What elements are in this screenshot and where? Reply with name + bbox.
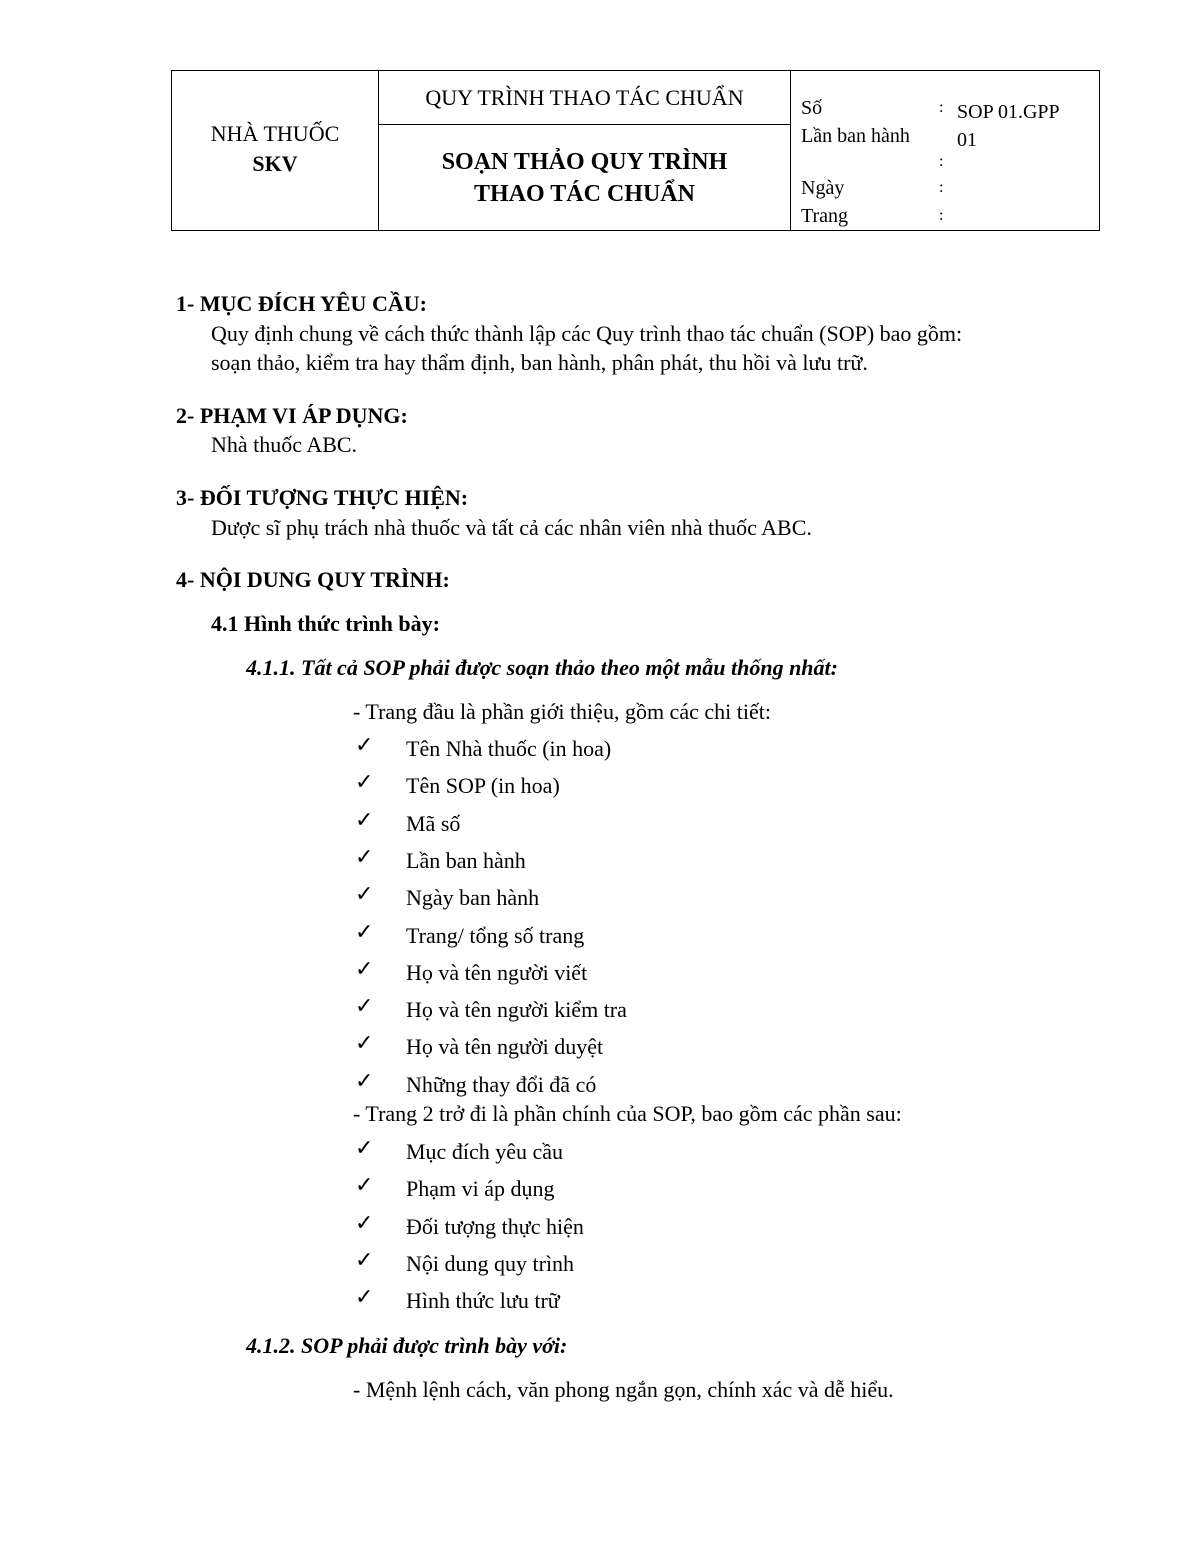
checkmark-icon: ✓ [355,806,374,832]
list-item: Mục đích yêu cầu [406,1139,563,1164]
list-item: Phạm vi áp dụng [406,1176,555,1202]
pharmacy-name-line2: SKV [252,151,298,176]
checkmark-icon: ✓ [355,918,374,944]
checkmark-icon: ✓ [355,955,374,981]
section-3-heading: 3- ĐỐI TƯỢNG THỰC HIỆN: [176,485,469,510]
meta-label-trang: Trang [801,205,849,227]
section-4-heading: 4- NỘI DUNG QUY TRÌNH: [176,567,450,592]
section-4-1-2-heading: 4.1.2. SOP phải được trình bày với: [246,1333,568,1358]
meta-label-lan-ban-hanh: Lần ban hành [801,125,910,147]
list-item: Mã số [406,810,461,836]
doc-title-line1: SOẠN THẢO QUY TRÌNH [441,149,728,175]
checkmark-icon: ✓ [355,1172,374,1198]
list-item: Nội dung quy trình [406,1250,575,1276]
list-item: Ngày ban hành [406,885,540,911]
checkmark-icon: ✓ [355,1067,374,1093]
section-1-heading: 1- MỤC ĐÍCH YÊU CẦU: [176,291,427,316]
list-item: Đối tượng thực hiện [406,1213,584,1239]
meta-colon: : [939,207,944,224]
list-item: Tên SOP (in hoa) [406,773,560,799]
meta-label-ngay: Ngày [801,177,845,199]
pharmacy-cell [172,71,379,230]
checkmark-icon: ✓ [355,843,374,869]
meta-colon: : [939,99,944,116]
checkmark-icon: ✓ [355,993,374,1019]
checkmark-icon: ✓ [355,769,374,795]
section-1-text-line1: Quy định chung về cách thức thành lập các Quy trình thao tác chuẩn (SOP) bao gồm: [211,321,963,346]
list-item: Tên Nhà thuốc (in hoa) [406,736,612,761]
list-item: Họ và tên người kiểm tra [406,997,627,1023]
list-item: Họ và tên người duyệt [406,1034,604,1060]
checkmark-icon: ✓ [355,1030,374,1056]
list-item: Họ và tên người viết [406,959,588,985]
checkmark-icon: ✓ [355,1135,374,1160]
list-item: Hình thức lưu trữ [406,1288,560,1314]
document-header-table [171,70,1100,231]
doc-title-line2: THAO TÁC CHUẨN [474,181,695,207]
checkmark-icon: ✓ [355,1246,374,1272]
meta-cell [791,71,1099,230]
checkmark-icon: ✓ [355,881,374,907]
section-2-heading: 2- PHẠM VI ÁP DỤNG: [176,403,408,428]
checkmark-icon: ✓ [355,1284,374,1310]
checkmark-icon: ✓ [355,732,374,757]
section-2-text: Nhà thuốc ABC. [211,432,358,457]
meta-label-so: Số [801,97,823,119]
title-cell [379,71,791,230]
list-item: Những thay đổi đã có [406,1071,597,1097]
meta-value-lan-ban-hanh: 01 [957,129,977,151]
doc-type-label: QUY TRÌNH THAO TÁC CHUẨN [379,71,790,125]
list-item: Lần ban hành [406,847,526,873]
meta-colon: : [939,153,944,170]
pharmacy-name-line1: NHÀ THUỐC [210,121,340,146]
list-item: Trang/ tổng số trang [406,922,585,948]
intro-main-part: - Trang 2 trở đi là phần chính của SOP, bao gồm các phần sau: [353,1101,902,1126]
intro-first-page: - Trang đầu là phần giới thiệu, gồm các chi tiết: [353,699,771,724]
presentation-rule: - Mệnh lệnh cách, văn phong ngắn gọn, chính xác và dễ hiểu. [353,1377,894,1402]
section-1-text-line2: soạn thảo, kiểm tra hay thẩm định, ban hành, phân phát, thu hồi và lưu trữ. [211,350,868,375]
section-3-text: Dược sĩ phụ trách nhà thuốc và tất cả các nhân viên nhà thuốc ABC. [211,515,812,540]
meta-colon: : [939,179,944,196]
checkmark-icon: ✓ [355,1209,374,1235]
section-4-1-heading: 4.1 Hình thức trình bày: [211,611,440,636]
section-4-1-1-heading: 4.1.1. Tất cả SOP phải được soạn thảo theo một mẫu thống nhất: [246,655,838,680]
meta-value-so: SOP 01.GPP [957,101,1060,123]
doc-title [379,125,790,231]
